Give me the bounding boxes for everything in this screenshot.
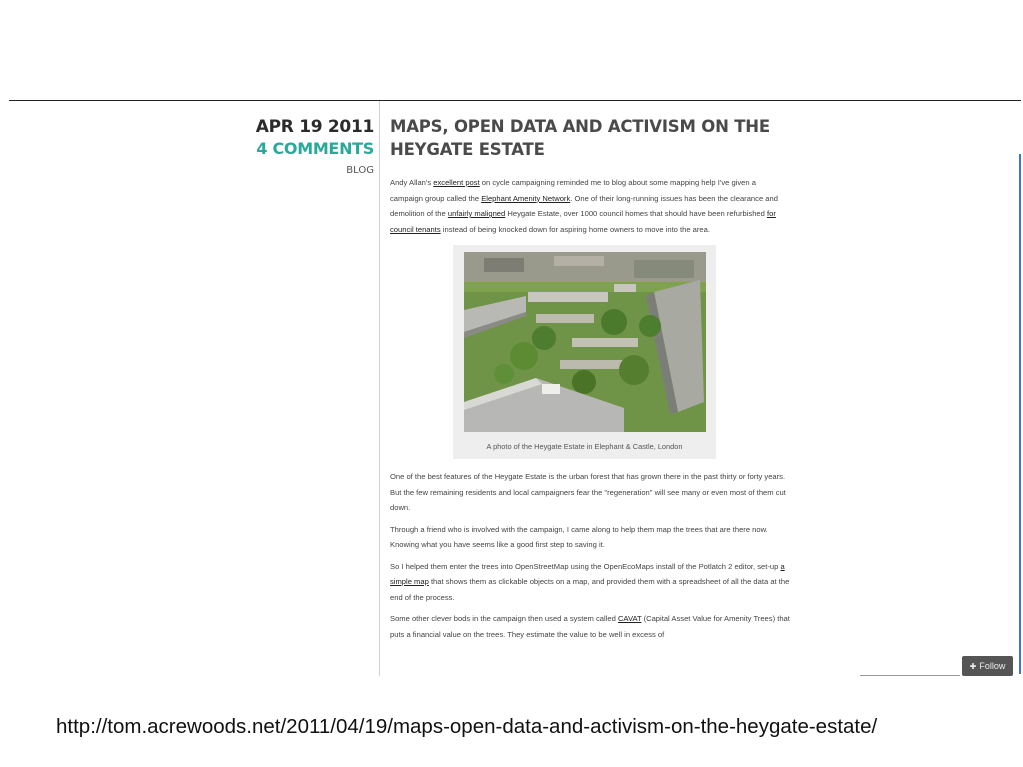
post-date: APR 19 2011 xyxy=(255,117,374,137)
post-meta xyxy=(209,117,374,176)
meta-divider xyxy=(379,101,380,676)
urban-forest-paragraph: One of the best features of the Heygate Estate is the urban forest that has grown there in the past thirty or forty years. But the few remaining residents and local campaigners fear the "regeneration" will see many or even most of them cut down. xyxy=(390,472,786,512)
source-url[interactable]: http://tom.acrewoods.net/2011/04/19/maps-open-data-and-activism-on-the-heygate-estate/ xyxy=(56,715,878,738)
comments-link[interactable]: 4 COMMENTS xyxy=(256,139,374,158)
category-link[interactable]: BLOG xyxy=(346,165,374,176)
elephant-amenity-network-link[interactable]: Elephant Amenity Network xyxy=(481,193,571,203)
post-title[interactable]: MAPS, OPEN DATA AND ACTIVISM ON THE HEYGATE ESTATE xyxy=(390,117,770,159)
openstreetmap-paragraph xyxy=(390,559,790,606)
intro-text-3: . One of their long-running issues has been the clearance and demolition of the xyxy=(390,193,778,218)
intro-text-4: Heygate Estate, over 1000 council homes that should have been refurbished xyxy=(505,209,767,218)
plus-circle-icon: ✚ xyxy=(969,662,977,671)
photo-figure xyxy=(453,245,716,459)
osm-text-1: So I helped them enter the trees into OpenStreetMap using the OpenEcoMaps install of the Potlatch 2 editor, set-up xyxy=(390,561,781,571)
cavat-link[interactable]: CAVAT xyxy=(617,614,642,623)
cavat-paragraph xyxy=(390,611,790,642)
post-article xyxy=(390,115,790,648)
cavat-text-2: (Capital Asset Value for Amenity Trees) that puts a financial value on the trees. They estimate the value to be well in excess of xyxy=(390,614,790,639)
blog-screenshot xyxy=(9,101,1019,676)
cavat-text-1: Some other clever bods in the campaign then used a system called xyxy=(390,614,618,623)
intro-paragraph xyxy=(390,175,790,237)
excellent-post-link[interactable]: excellent post xyxy=(433,178,480,187)
intro-text-1: Andy Allan's xyxy=(390,178,434,187)
footer-rule xyxy=(860,675,960,676)
intro-text-2: on cycle campaigning reminded me to blog about some mapping help I've given a campaign group called the xyxy=(390,178,756,203)
osm-text-2: that shows them as clickable objects on a map, and provided them with a spreadsheet of all the data at the end of the process. xyxy=(390,577,790,602)
browser-edge-bar xyxy=(1019,154,1021,674)
photo-caption: A photo of the Heygate Estate in Elephant & Castle, London xyxy=(486,442,683,451)
heygate-estate-photo[interactable] xyxy=(464,252,706,432)
follow-button[interactable] xyxy=(962,656,1013,676)
council-tenants-link[interactable]: for council tenants xyxy=(390,209,776,234)
unfairly-maligned-link[interactable]: unfairly maligned xyxy=(447,209,506,218)
intro-text-5: instead of being knocked down for aspiring home owners to move into the area. xyxy=(440,224,710,234)
follow-label: Follow xyxy=(979,661,1006,671)
simple-map-link[interactable]: a simple map xyxy=(390,561,785,586)
campaign-paragraph: Through a friend who is involved with the campaign, I came along to help them map the trees that are there now. Knowing what you have seems like a good first step to saving it. xyxy=(390,524,768,549)
aerial-estate-image xyxy=(464,252,706,432)
